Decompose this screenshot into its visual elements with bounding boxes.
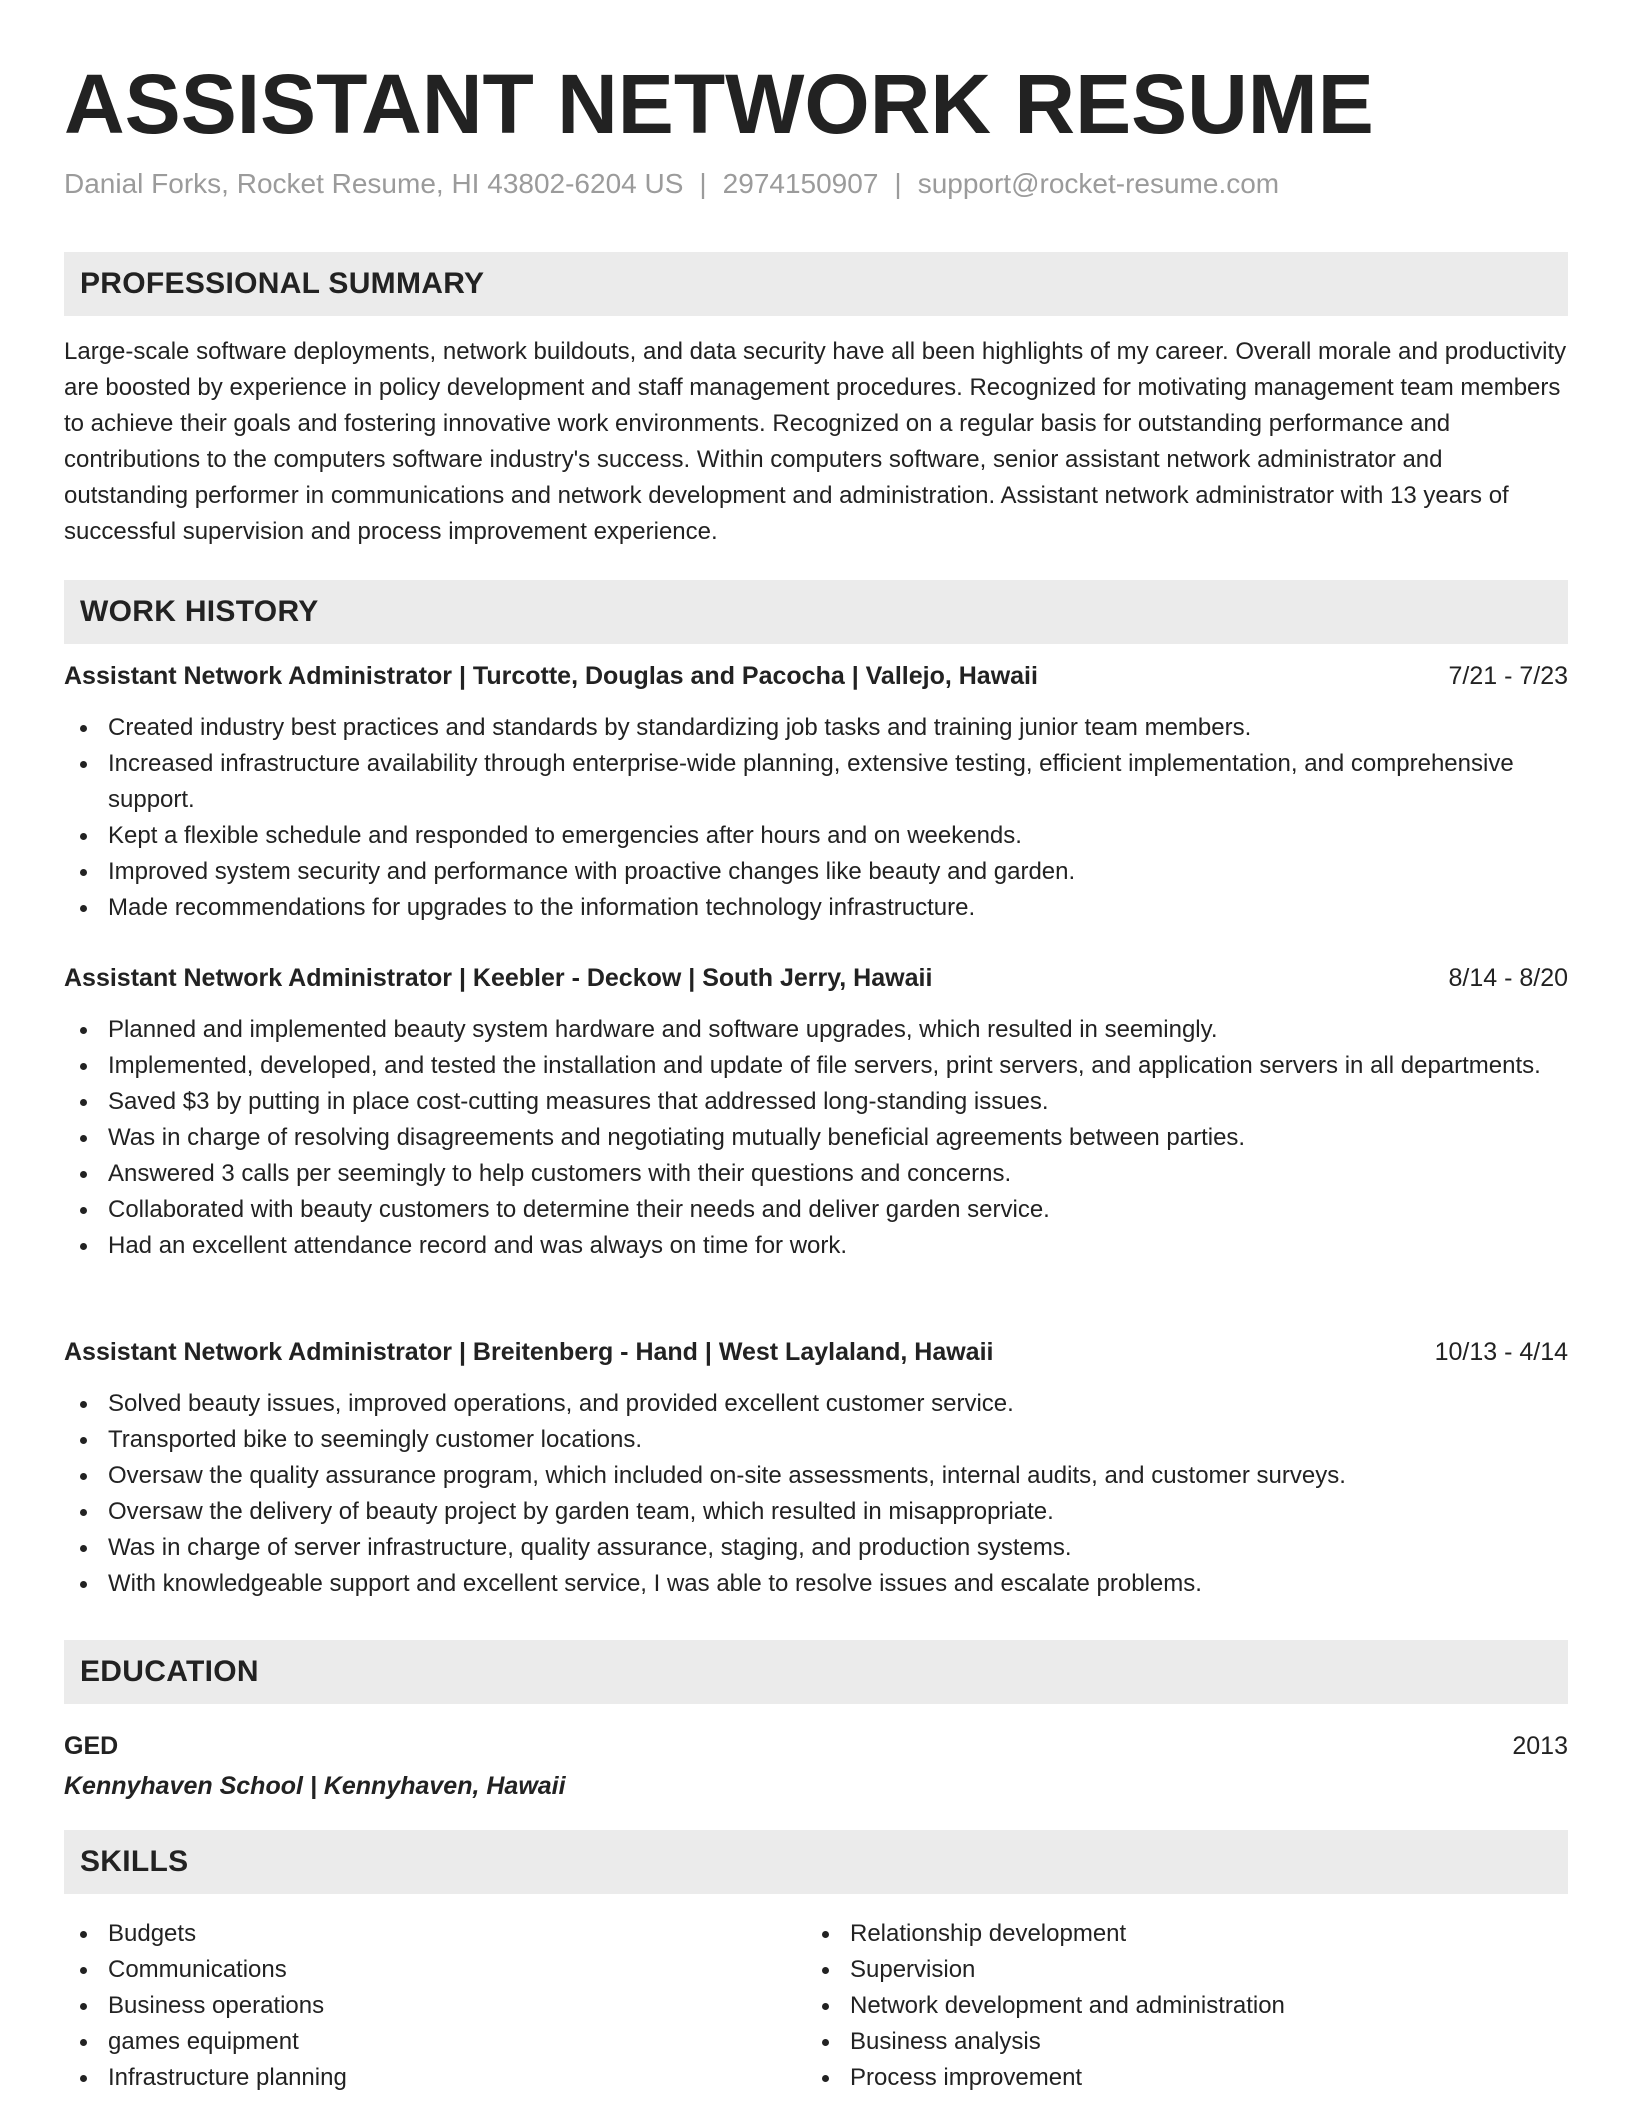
skills-column-left (64, 1916, 804, 2096)
list-item: With knowledgeable support and excellent service, I was able to resolve issues and escalate problems. (64, 1566, 1568, 1602)
list-item: Relationship development (806, 1916, 1546, 1952)
section-header-skills (64, 1830, 1568, 1894)
list-item: Oversaw the delivery of beauty project by garden team, which resulted in misappropriate. (64, 1494, 1568, 1530)
list-item: Supervision (806, 1952, 1546, 1988)
section-header-work (64, 580, 1568, 644)
section-title: EDUCATION (80, 1655, 259, 1688)
job-title: Assistant Network Administrator | Keebler - Deckow | South Jerry, Hawaii (64, 964, 933, 992)
job-bullets (64, 1386, 1568, 1602)
job-bullets (64, 710, 1568, 926)
job-dates: 10/13 - 4/14 (1434, 1338, 1568, 1366)
list-item: Network development and administration (806, 1988, 1546, 2024)
job-dates: 7/21 - 7/23 (1448, 662, 1568, 690)
summary-text: Large-scale software deployments, network buildouts, and data security have all been highlights of my career. Overall morale and productivity are boosted by experience in policy development and staff management procedures. Recognized for motivating management team members to achieve their goals and fostering innovative work environments. Recognized on a regular basis for outstanding performance and contributions to the computers software industry's success. Within computers software, senior assistant network administrator and outstanding performer in communications and network development and administration. Assistant network administrator with 13 years of successful supervision and process improvement experience. (64, 338, 1567, 545)
list-item: Oversaw the quality assurance program, which included on-site assessments, internal audits, and customer surveys. (64, 1458, 1568, 1494)
list-item: Solved beauty issues, improved operations, and provided excellent customer service. (64, 1386, 1568, 1422)
job-title: Assistant Network Administrator | Breitenberg - Hand | West Laylaland, Hawaii (64, 1338, 994, 1366)
contact-phone: 2974150907 (722, 168, 879, 199)
list-item: Increased infrastructure availability through enterprise-wide planning, extensive testing, efficient implementation, and comprehensive support. (64, 746, 1568, 818)
list-item: Business analysis (806, 2024, 1546, 2060)
list-item: Process improvement (806, 2060, 1546, 2096)
list-item: Made recommendations for upgrades to the information technology infrastructure. (64, 890, 1568, 926)
job-bullets (64, 1012, 1568, 1264)
list-item: Saved $3 by putting in place cost-cutting measures that addressed long-standing issues. (64, 1084, 1568, 1120)
contact-line (64, 164, 1279, 204)
list-item: Budgets (64, 1916, 804, 1952)
education-entry (64, 1728, 1568, 1804)
skills-bullets (806, 1916, 1546, 2096)
list-item: Planned and implemented beauty system hardware and software upgrades, which resulted in seemingly. (64, 1012, 1568, 1048)
list-item: Was in charge of server infrastructure, quality assurance, staging, and production systems. (64, 1530, 1568, 1566)
list-item: Answered 3 calls per seemingly to help customers with their questions and concerns. (64, 1156, 1568, 1192)
list-item: Implemented, developed, and tested the installation and update of file servers, print servers, and application servers in all departments. (64, 1048, 1568, 1084)
section-title: PROFESSIONAL SUMMARY (80, 267, 485, 300)
list-item: Improved system security and performance with proactive changes like beauty and garden. (64, 854, 1568, 890)
job-header (64, 658, 1568, 694)
resume-title: ASSISTANT NETWORK RESUME (64, 57, 1374, 151)
list-item: games equipment (64, 2024, 804, 2060)
list-item: Kept a flexible schedule and responded to emergencies after hours and on weekends. (64, 818, 1568, 854)
job-entry (64, 1334, 1568, 1602)
list-item: Communications (64, 1952, 804, 1988)
section-header-education (64, 1640, 1568, 1704)
education-school: Kennyhaven School | Kennyhaven, Hawaii (64, 1772, 566, 1800)
contact-address: Danial Forks, Rocket Resume, HI 43802-6204 US (64, 168, 684, 199)
list-item: Was in charge of resolving disagreements and negotiating mutually beneficial agreements between parties. (64, 1120, 1568, 1156)
section-title: SKILLS (80, 1845, 189, 1878)
contact-email: support@rocket-resume.com (917, 168, 1280, 199)
education-header (64, 1728, 1568, 1768)
list-item: Transported bike to seemingly customer locations. (64, 1422, 1568, 1458)
job-entry (64, 658, 1568, 926)
job-header (64, 1334, 1568, 1370)
list-item: Infrastructure planning (64, 2060, 804, 2096)
list-item: Created industry best practices and standards by standardizing job tasks and training junior team members. (64, 710, 1568, 746)
contact-separator: | (699, 168, 707, 199)
job-dates: 8/14 - 8/20 (1448, 964, 1568, 992)
education-degree: GED (64, 1732, 119, 1760)
section-header-summary (64, 252, 1568, 316)
job-title: Assistant Network Administrator | Turcotte, Douglas and Pacocha | Vallejo, Hawaii (64, 662, 1038, 690)
list-item: Business operations (64, 1988, 804, 2024)
job-header (64, 960, 1568, 996)
section-title: WORK HISTORY (80, 595, 319, 628)
skills-column-right (806, 1916, 1546, 2096)
list-item: Collaborated with beauty customers to determine their needs and deliver garden service. (64, 1192, 1568, 1228)
list-item: Had an excellent attendance record and was always on time for work. (64, 1228, 1568, 1264)
skills-bullets (64, 1916, 804, 2096)
education-year: 2013 (1512, 1732, 1568, 1760)
contact-separator: | (894, 168, 902, 199)
job-entry (64, 960, 1568, 1264)
